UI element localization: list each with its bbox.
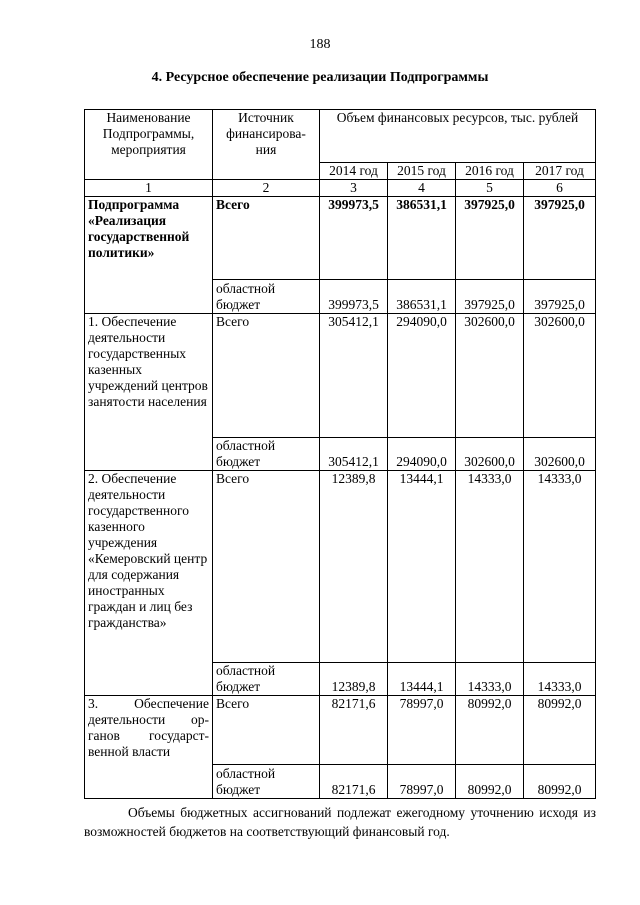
total-value: 14333,0 — [524, 471, 596, 663]
source-total-label: Всего — [213, 314, 320, 438]
total-value: 305412,1 — [320, 314, 388, 438]
total-value: 397925,0 — [456, 197, 524, 280]
col-number: 3 — [320, 180, 388, 197]
total-value: 399973,5 — [320, 197, 388, 280]
regional-value: 13444,1 — [388, 663, 456, 696]
total-value: 80992,0 — [456, 696, 524, 765]
row-name: 2. Обеспечение деятельности государственного казенного учреждения «Кемеровский центр для содержания иностранных граждан и лиц без гражданства» — [85, 471, 213, 696]
header-volume: Объем финансовых ресурсов, тыс. рублей — [320, 110, 596, 163]
regional-value: 386531,1 — [388, 280, 456, 314]
col-number: 4 — [388, 180, 456, 197]
header-year-2016: 2016 год — [456, 163, 524, 180]
header-year-2017: 2017 год — [524, 163, 596, 180]
col-number: 1 — [85, 180, 213, 197]
total-value: 302600,0 — [456, 314, 524, 438]
header-name: Наименование Подпрограммы, мероприятия — [85, 110, 213, 180]
total-value: 82171,6 — [320, 696, 388, 765]
header-year-2015: 2015 год — [388, 163, 456, 180]
regional-value: 12389,8 — [320, 663, 388, 696]
source-regional-label: областной бюджет — [213, 438, 320, 471]
footer-paragraph: Объемы бюджетных ассигнований подлежат ежегодному уточнению исходя из возможностей бюджетов на соответствующий финансовый год. — [84, 805, 596, 839]
total-value: 302600,0 — [524, 314, 596, 438]
page-number: 188 — [309, 37, 331, 52]
regional-value: 305412,1 — [320, 438, 388, 471]
resource-table — [84, 109, 596, 799]
regional-value: 14333,0 — [456, 663, 524, 696]
regional-value: 14333,0 — [524, 663, 596, 696]
regional-value: 302600,0 — [524, 438, 596, 471]
row-name: 3. Обеспечение деятельности ор-ганов государст-венной власти — [85, 696, 213, 799]
col-number: 2 — [213, 180, 320, 197]
col-number: 6 — [524, 180, 596, 197]
row-name: 1. Обеспечение деятельности государственных казенных учреждений центров занятости населения — [85, 314, 213, 471]
total-value: 14333,0 — [456, 471, 524, 663]
header-year-2014: 2014 год — [320, 163, 388, 180]
regional-value: 78997,0 — [388, 765, 456, 799]
source-regional-label: областной бюджет — [213, 663, 320, 696]
source-total-label: Всего — [213, 471, 320, 663]
col-number: 5 — [456, 180, 524, 197]
regional-value: 80992,0 — [456, 765, 524, 799]
total-value: 80992,0 — [524, 696, 596, 765]
total-value: 13444,1 — [388, 471, 456, 663]
section-title: 4. Ресурсное обеспечение реализации Подпрограммы — [151, 70, 489, 85]
total-value: 294090,0 — [388, 314, 456, 438]
regional-value: 397925,0 — [524, 280, 596, 314]
regional-value: 82171,6 — [320, 765, 388, 799]
source-total-label: Всего — [213, 696, 320, 765]
total-value: 386531,1 — [388, 197, 456, 280]
regional-value: 302600,0 — [456, 438, 524, 471]
total-value: 78997,0 — [388, 696, 456, 765]
regional-value: 397925,0 — [456, 280, 524, 314]
source-regional-label: областной бюджет — [213, 280, 320, 314]
regional-value: 294090,0 — [388, 438, 456, 471]
regional-value: 80992,0 — [524, 765, 596, 799]
source-total-label: Всего — [213, 197, 320, 280]
row-name: Подпрограмма «Реализация государственной политики» — [85, 197, 213, 314]
regional-value: 399973,5 — [320, 280, 388, 314]
total-value: 12389,8 — [320, 471, 388, 663]
total-value: 397925,0 — [524, 197, 596, 280]
source-regional-label: областной бюджет — [213, 765, 320, 799]
header-source: Источник финансирова-ния — [213, 110, 320, 180]
